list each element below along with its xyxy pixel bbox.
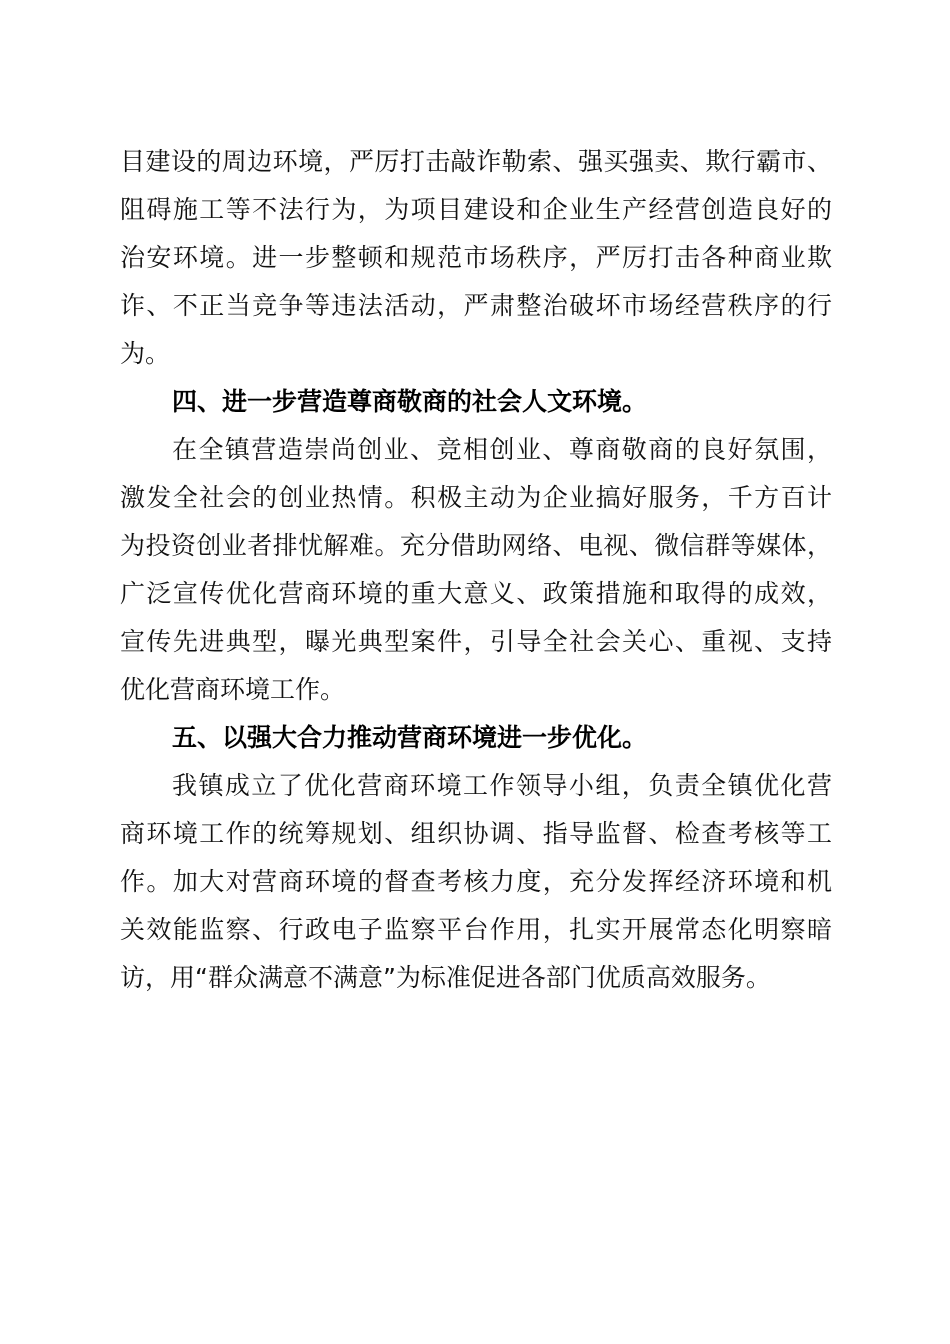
paragraph-line: 诈、不正当竞争等违法活动，严肃整治破坏市场经营秩序的行 <box>120 291 832 320</box>
paragraph-line: 为投资创业者排忧解难。充分借助网络、电视、微信群等媒体， <box>120 531 832 560</box>
paragraph-line: 为。 <box>120 339 171 368</box>
paragraph-line: 治安环境。进一步整顿和规范市场秩序，严厉打击各种商业欺 <box>120 243 832 272</box>
paragraph-line: 激发全社会的创业热情。积极主动为企业搞好服务，千方百计 <box>120 483 832 512</box>
paragraph-line: 目建设的周边环境，严厉打击敲诈勒索、强买强卖、欺行霸市、 <box>120 147 832 176</box>
paragraph-line: 关效能监察、行政电子监察平台作用，扎实开展常态化明察暗 <box>120 915 832 944</box>
paragraph-line: 我镇成立了优化营商环境工作领导小组，负责全镇优化营 <box>172 771 832 800</box>
paragraph-line: 访，用“群众满意不满意”为标准促进各部门优质高效服务。 <box>120 963 771 992</box>
paragraph-line: 在全镇营造崇尚创业、竞相创业、尊商敬商的良好氛围， <box>172 435 832 464</box>
section-heading-5: 五、以强大合力推动营商环境进一步优化。 <box>172 723 648 752</box>
document-body <box>120 138 832 1002</box>
paragraph-line: 商环境工作的统筹规划、组织协调、指导监督、检查考核等工 <box>120 819 832 848</box>
paragraph-line: 作。加大对营商环境的督查考核力度，充分发挥经济环境和机 <box>120 867 832 896</box>
paragraph-line: 广泛宣传优化营商环境的重大意义、政策措施和取得的成效， <box>120 579 832 608</box>
paragraph-line: 阻碍施工等不法行为，为项目建设和企业生产经营创造良好的 <box>120 195 832 224</box>
section-heading-4: 四、进一步营造尊商敬商的社会人文环境。 <box>172 387 648 416</box>
paragraph-line: 宣传先进典型，曝光典型案件，引导全社会关心、重视、支持 <box>120 627 832 656</box>
paragraph-line: 优化营商环境工作。 <box>120 675 346 704</box>
